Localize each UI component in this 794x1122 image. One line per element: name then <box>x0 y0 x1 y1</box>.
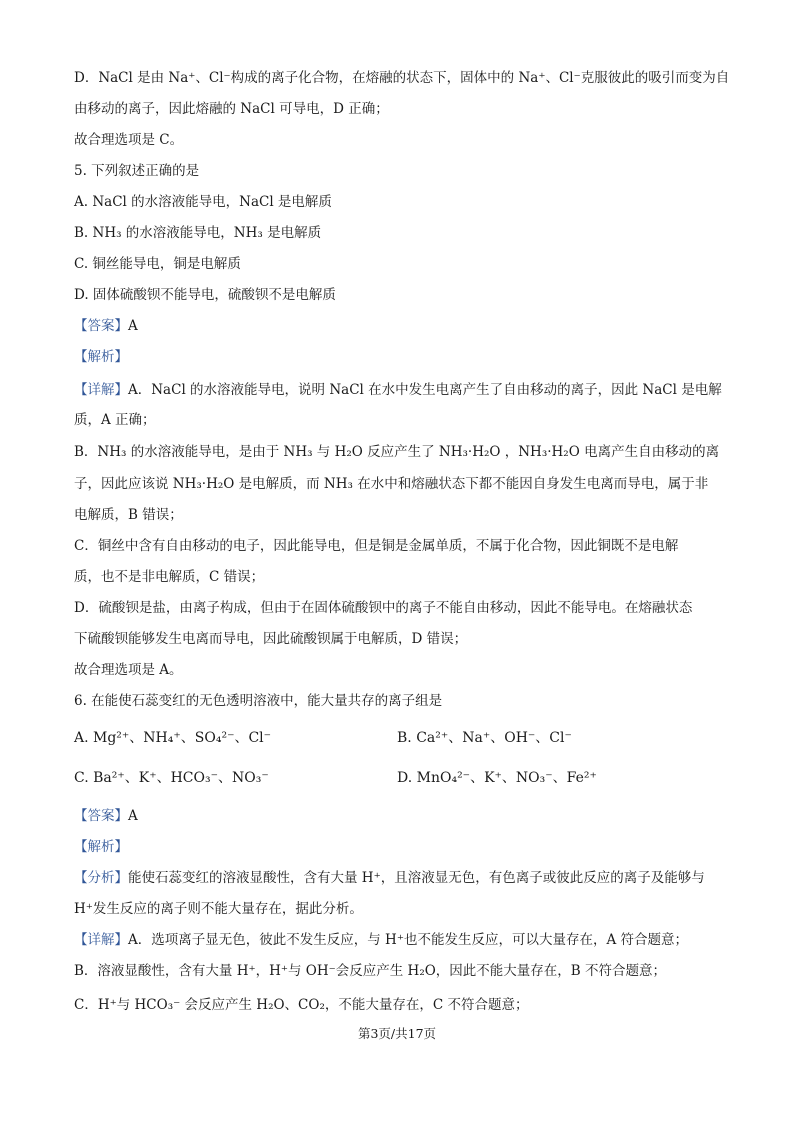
detail-tag: 【详解】 <box>74 382 128 398</box>
q4-option-d-explanation-line1: D．NaCl 是由 Na⁺、Cl⁻构成的离子化合物，在熔融的状态下，固体中的 Na⁺、Cl⁻克服彼此的吸引而变为自 <box>74 70 730 86</box>
q5-option-c: C. 铜丝能导电，铜是电解质 <box>74 256 241 272</box>
detail-tag: 【详解】 <box>74 932 128 948</box>
q6-detail-b: B．溶液显酸性，含有大量 H⁺，H⁺与 OH⁻会反应产生 H₂O，因此不能大量存在，B 不符合题意； <box>74 963 667 979</box>
q6-option-b: B. Ca²⁺、Na⁺、OH⁻、Cl⁻ <box>397 730 572 746</box>
q6-option-c: C. Ba²⁺、K⁺、HCO₃⁻、NO₃⁻ <box>74 770 269 786</box>
q6-reasoning-line2: H⁺发生反应的离子则不能大量存在，据此分析。 <box>74 901 363 917</box>
answer-tag: 【答案】 <box>74 318 128 334</box>
q6-analysis-tag: 【解析】 <box>74 839 128 855</box>
q5-detail-d-line1: D．硫酸钡是盐，由离子构成，但由于在固体硫酸钡中的离子不能自由移动，因此不能导电。在熔融状态 <box>74 600 693 616</box>
page-number: 第3页/共17页 <box>357 1026 437 1041</box>
q6-reasoning-line1: 【分析】能使石蕊变红的溶液显酸性，含有大量 H⁺，且溶液显无色，有色离子或彼此反应的离子及能够与 <box>74 870 705 886</box>
answer-value: A <box>128 318 138 334</box>
q5-analysis-tag: 【解析】 <box>74 349 128 365</box>
q5-detail-d-line2: 下硫酸钡能够发生电离而导电，因此硫酸钡属于电解质，D 错误； <box>74 631 468 647</box>
q5-detail-a-line1: 【详解】A．NaCl 的水溶液能导电，说明 NaCl 在水中发生电离产生了自由移动的离子，因此 NaCl 是电解 <box>74 382 722 398</box>
q5-detail-b-line2: 子，因此应该说 NH₃·H₂O 是电解质，而 NH₃ 在水中和熔融状态下都不能因自身发生电离而导电，属于非 <box>74 476 709 492</box>
q6-option-d: D. MnO₄²⁻、K⁺、NO₃⁻、Fe²⁺ <box>397 770 597 786</box>
q5-conclusion: 故合理选项是 A。 <box>74 662 183 678</box>
answer-tag: 【答案】 <box>74 808 128 824</box>
q5-detail-c-line2: 质，也不是非电解质，C 错误； <box>74 569 265 585</box>
q5-option-a: A. NaCl 的水溶液能导电，NaCl 是电解质 <box>74 194 332 210</box>
q5-detail-a-line2: 质，A 正确； <box>74 412 156 428</box>
q5-detail-c-line1: C．铜丝中含有自由移动的电子，因此能导电，但是铜是金属单质，不属于化合物，因此铜既不是电解 <box>74 538 679 554</box>
q6-answer <box>74 806 724 826</box>
q5-option-d: D. 固体硫酸钡不能导电，硫酸钡不是电解质 <box>74 287 336 303</box>
q4-option-d-explanation-line2: 由移动的离子，因此熔融的 NaCl 可导电，D 正确； <box>74 101 389 117</box>
q6-detail-a: 【详解】A．选项离子显无色，彼此不发生反应，与 H⁺也不能发生反应，可以大量存在，A 符合题意； <box>74 932 688 948</box>
q6-stem: 6. 在能使石蕊变红的无色透明溶液中，能大量共存的离子组是 <box>74 693 443 709</box>
q5-option-b: B. NH₃ 的水溶液能导电，NH₃ 是电解质 <box>74 225 322 241</box>
q5-stem: 5. 下列叙述正确的是 <box>74 163 200 179</box>
q6-detail-c: C．H⁺与 HCO₃⁻ 会反应产生 H₂O、CO₂，不能大量存在，C 不符合题意； <box>74 997 529 1013</box>
q4-conclusion: 故合理选项是 C。 <box>74 132 184 148</box>
answer-value: A <box>128 808 138 824</box>
reasoning-tag: 【分析】 <box>74 870 128 886</box>
q5-detail-b-line1: B．NH₃ 的水溶液能导电，是由于 NH₃ 与 H₂O 反应产生了 NH₃·H₂O ，NH₃·H₂O 电离产生自由移动的离 <box>74 444 720 460</box>
q6-option-a: A. Mg²⁺、NH₄⁺、SO₄²⁻、Cl⁻ <box>74 730 272 746</box>
q5-answer <box>74 316 724 336</box>
q5-detail-b-line3: 电解质，B 错误； <box>74 507 183 523</box>
